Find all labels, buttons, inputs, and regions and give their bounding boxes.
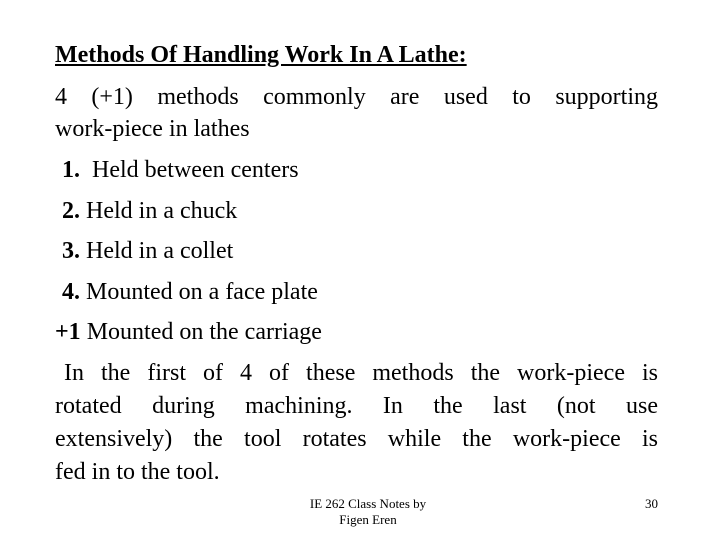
item-number: 2.: [62, 198, 80, 224]
intro-line-2: work-piece in lathes: [55, 116, 250, 142]
item-text: Held between centers: [92, 157, 299, 183]
item-number: 4.: [62, 279, 80, 305]
item-number: 1.: [62, 157, 80, 183]
paragraph-line-3: extensively) the tool rotates while the work-piece is: [55, 426, 658, 452]
item-number: +1: [55, 319, 81, 345]
page-number: 30: [645, 496, 658, 511]
list-item: [62, 156, 665, 184]
paragraph-line-4: fed in to the tool.: [55, 459, 220, 485]
slide-title: Methods Of Handling Work In A Lathe:: [55, 42, 467, 68]
item-text: Held in a collet: [86, 238, 234, 264]
item-text: Held in a chuck: [86, 198, 238, 224]
item-text: Mounted on the carriage: [86, 319, 322, 345]
paragraph-line-1: In the first of 4 of these methods the work-piece is: [64, 360, 658, 386]
list-item: [62, 278, 665, 306]
footer-text: IE 262 Class Notes by Figen Eren: [309, 496, 427, 527]
item-number: 3.: [62, 238, 80, 264]
list-item: [62, 237, 665, 265]
item-text: Mounted on a face plate: [86, 279, 318, 305]
intro-line-1: 4 (+1) methods commonly are used to supporting: [55, 84, 658, 110]
paragraph-line-2: rotated during machining. In the last (not use: [55, 393, 658, 419]
list-item: [62, 197, 665, 225]
list-item: [55, 318, 658, 346]
